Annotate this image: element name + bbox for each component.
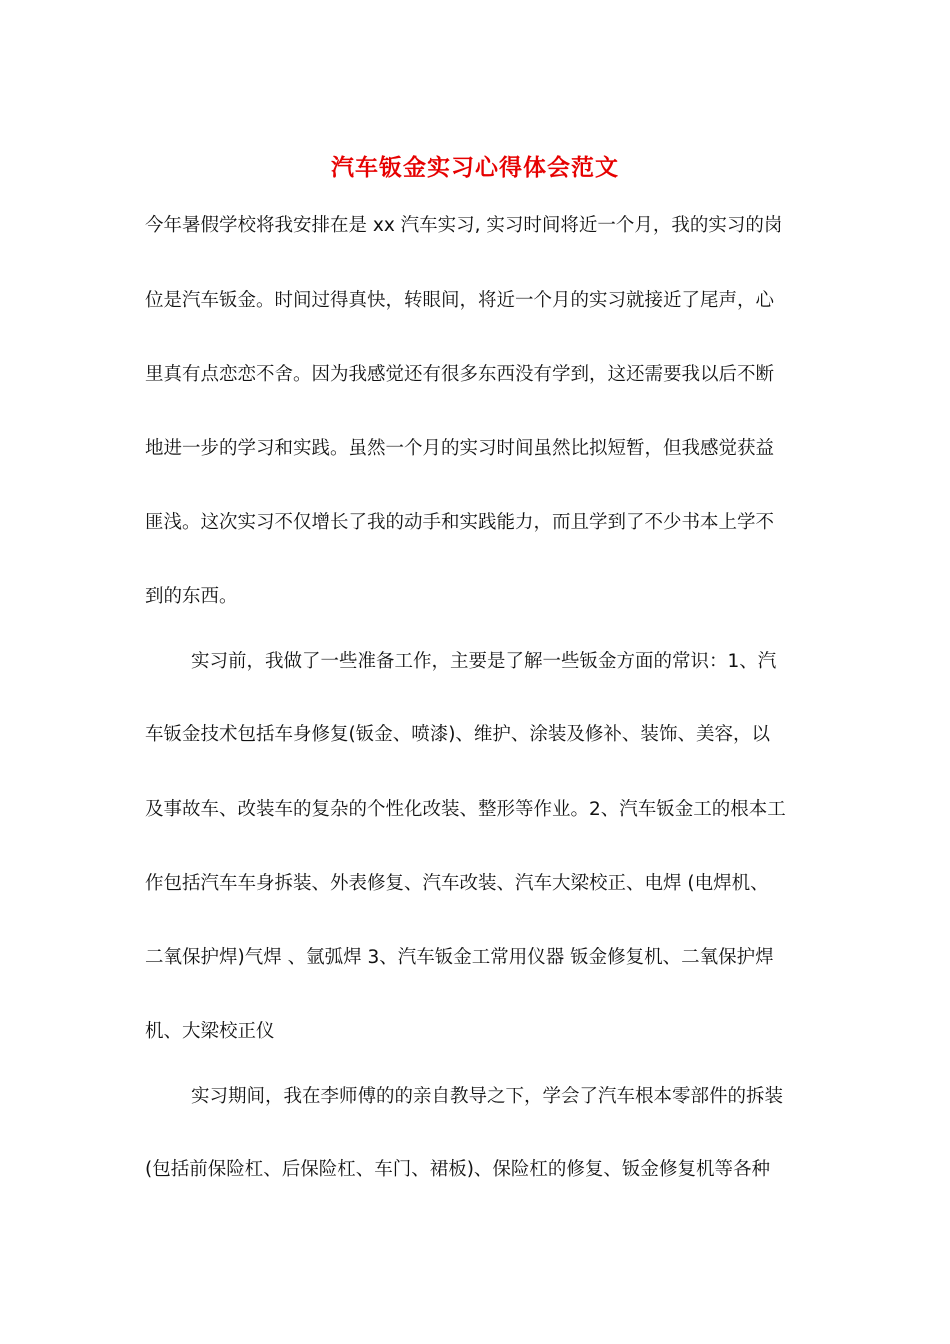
document-title: 汽车钣金实习心得体会范文 xyxy=(331,154,619,181)
paragraph-line: 及事故车、改装车的复杂的个性化改装、整形等作业。2、汽车钣金工的根本工 xyxy=(145,799,786,820)
paragraph-line: 匪浅。这次实习不仅增长了我的动手和实践能力，而且学到了不少书本上学不 xyxy=(145,512,775,533)
paragraph-line: 车钣金技术包括车身修复(钣金、喷漆)、维护、涂装及修补、装饰、美容，以 xyxy=(145,724,770,745)
paragraph-line: 作包括汽车车身拆装、外表修复、汽车改装、汽车大梁校正、电焊 (电焊机、 xyxy=(145,873,769,894)
paragraph-line: 今年暑假学校将我安排在是 xx 汽车实习, 实习时间将近一个月，我的实习的岗 xyxy=(145,215,783,236)
paragraph-line: 实习前，我做了一些准备工作，主要是了解一些钣金方面的常识：1、汽 xyxy=(191,651,777,672)
paragraph-line: 里真有点恋恋不舍。因为我感觉还有很多东西没有学到，这还需要我以后不断 xyxy=(145,364,775,385)
paragraph-line: 位是汽车钣金。时间过得真快，转眼间，将近一个月的实习就接近了尾声，心 xyxy=(145,290,775,311)
paragraph-line: (包括前保险杠、后保险杠、车门、裙板)、保险杠的修复、钣金修复机等各种 xyxy=(145,1159,770,1180)
paragraph-line: 二氧保护焊)气焊 、氩弧焊 3、汽车钣金工常用仪器 钣金修复机、二氧保护焊 xyxy=(145,947,774,968)
paragraph-line: 机、大梁校正仪 xyxy=(145,1021,275,1042)
paragraph-line: 实习期间，我在李师傅的的亲自教导之下，学会了汽车根本零部件的拆装 xyxy=(191,1086,784,1107)
paragraph-line: 地进一步的学习和实践。虽然一个月的实习时间虽然比拟短暂，但我感觉获益 xyxy=(145,438,775,459)
paragraph-line: 到的东西。 xyxy=(145,586,238,607)
